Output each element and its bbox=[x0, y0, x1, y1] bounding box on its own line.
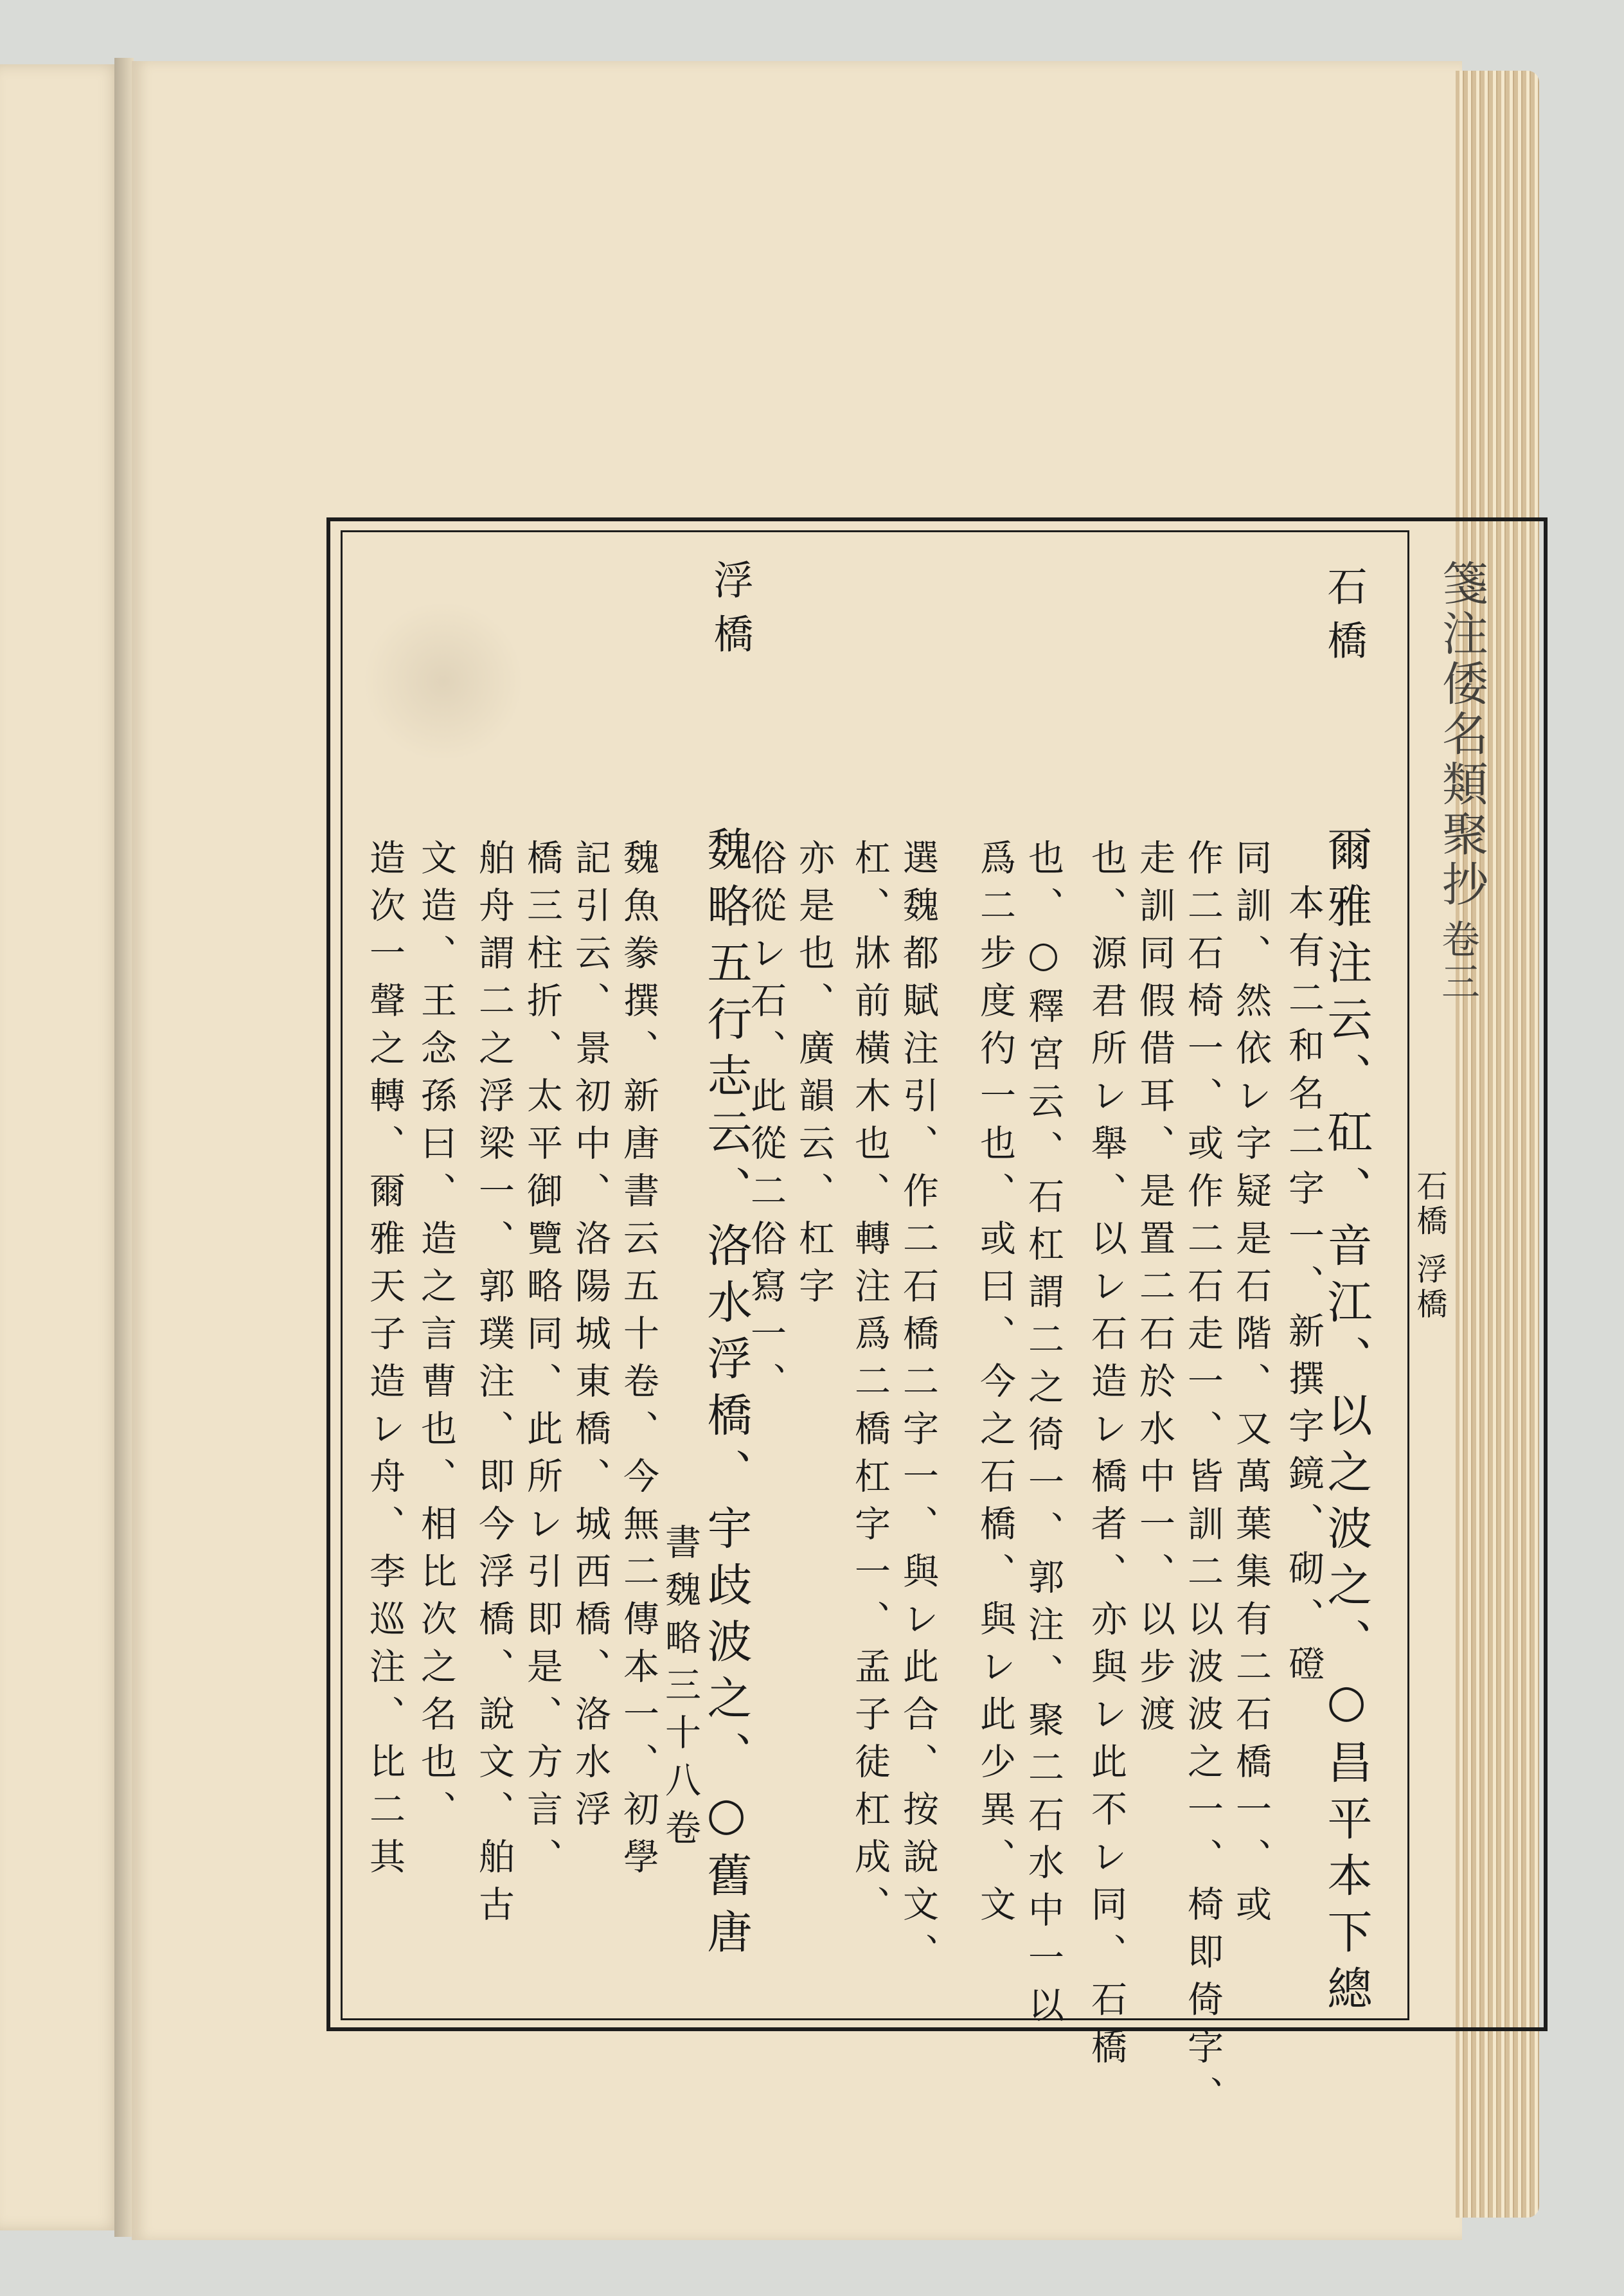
text-column: 魏略五行志云、洛水浮橋、宇歧波之、○舊唐 bbox=[700, 826, 753, 1965]
book-title: 箋注倭名類聚抄 bbox=[1434, 559, 1488, 910]
text-column: 也、源君所レ舉、以レ石造レ橋者、亦與レ此不レ同、石橋 bbox=[1085, 839, 1127, 2076]
text-column: 亦是也、廣韻云、杠字 bbox=[793, 839, 835, 1314]
text-column: 也、○釋宮云、石杠謂二之徛一、郭注、聚二石水中一以 bbox=[1022, 839, 1064, 2034]
text-column: 造次一聲之轉、爾雅天子造レ舟、李巡注、比二其 bbox=[364, 839, 406, 1885]
section-heading-floating-bridge: 浮橋 bbox=[707, 559, 754, 667]
text-column: 走訓同假借耳、是置二石於水中一、以步渡 bbox=[1134, 839, 1175, 1743]
text-column: 選魏都賦注引、作二石橋二字一、與レ此合、按說文、 bbox=[897, 839, 939, 1980]
left-page bbox=[0, 64, 122, 2230]
text-column: 作二石椅一、或作二石走一、皆訓二以波波之一、椅即倚字、 bbox=[1182, 839, 1224, 2123]
running-head: 石橋 浮橋 bbox=[1411, 1170, 1447, 1323]
text-column: 橋三柱折、太平御覽略同、此所レ引即是、方言、 bbox=[521, 839, 563, 1885]
text-column: 本有二和名二字一、新撰字鏡、砌、磴 bbox=[1283, 884, 1325, 1692]
book-gutter bbox=[114, 58, 134, 2237]
text-column: 俗從レ石、此從二俗寫一、 bbox=[745, 839, 787, 1410]
text-column: 同訓、然依レ字疑是石階、又萬葉集有二石橋一、或 bbox=[1230, 839, 1272, 1933]
text-column: 爲二步度彴一也、或曰、今之石橋、與レ此少異、文 bbox=[974, 839, 1016, 1933]
text-column: 記引云、景初中、洛陽城東橋、城西橋、洛水浮 bbox=[569, 839, 611, 1838]
text-column: 杠、牀前橫木也、轉注爲二橋杠字一、孟子徒杠成、 bbox=[849, 839, 891, 1933]
section-heading-stone-bridge: 石橋 bbox=[1321, 566, 1368, 674]
margin-rule bbox=[1407, 530, 1409, 2020]
volume-number: 卷三 bbox=[1435, 919, 1480, 1004]
text-column: 舶舟謂二之浮梁一、郭璞注、即今浮橋、說文、舶古 bbox=[473, 839, 515, 1933]
text-column: 魏魚豢撰、新唐書云五十卷、今無二傳本一、初學 bbox=[618, 839, 659, 1885]
text-column: 文造、王念孫曰、造之言曹也、相比次之名也、 bbox=[415, 839, 457, 1838]
text-column: 爾雅注云、矼、音江、以之波之、○昌平本下總 bbox=[1320, 826, 1373, 2022]
text-column: 書魏略三十八卷 bbox=[659, 1523, 701, 1856]
